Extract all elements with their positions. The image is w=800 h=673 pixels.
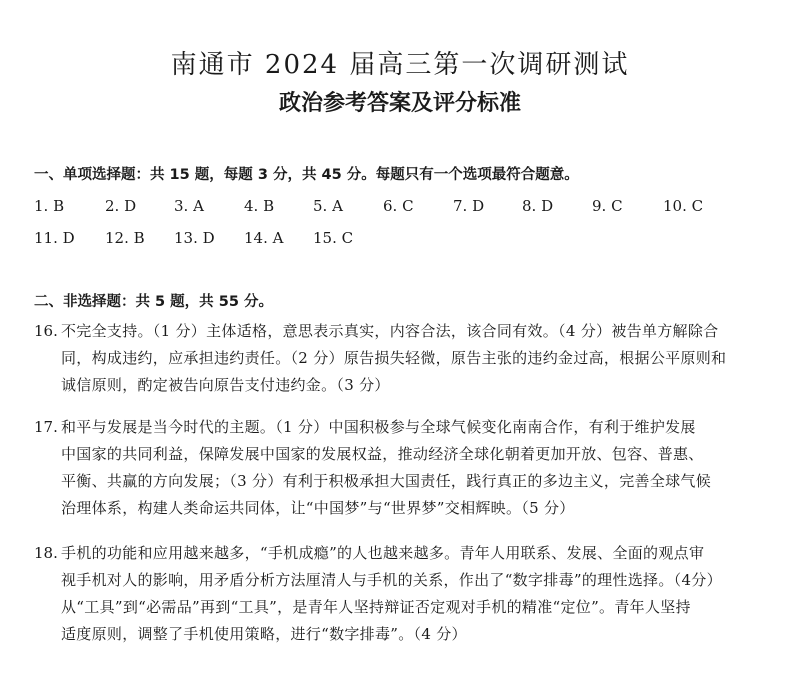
answer-item: 12. B	[105, 229, 145, 247]
answer-item: 3. A	[174, 197, 204, 215]
answer-item: 10. C	[663, 197, 704, 215]
section2-heading: 二、非选择题：共 5 题，共 55 分。	[34, 294, 273, 310]
answer-line: 中国家的共同利益，保障发展中国家的发展权益，推动经济全球化朝着更加开放、包容、普惠、	[61, 445, 704, 463]
question-number: 17.	[34, 418, 58, 436]
answer-item: 14. A	[244, 229, 284, 247]
answer-line: 治理体系，构建人类命运共同体，让“中国梦”与“世界梦”交相辉映。（5 分）	[61, 499, 575, 517]
section1-heading: 一、单项选择题：共 15 题，每题 3 分，共 45 分。每题只有一个选项最符合题意。	[34, 167, 579, 183]
answer-item: 13. D	[174, 229, 215, 247]
answer-line: 诚信原则，酌定被告向原告支付违约金。（3 分）	[61, 376, 390, 394]
answer-line: 从“工具”到“必需品”再到“工具”，是青年人坚持辩证否定观对手机的精准“定位”。青年人坚持	[61, 598, 691, 616]
answer-item: 6. C	[383, 197, 414, 215]
answer-item: 8. D	[522, 197, 554, 215]
answer-item: 5. A	[313, 197, 343, 215]
answer-item: 7. D	[453, 197, 485, 215]
answer-item: 2. D	[105, 197, 137, 215]
question-number: 16.	[34, 322, 58, 340]
answer-line: 视手机对人的影响，用矛盾分析方法厘清人与手机的关系，作出了“数字排毒”的理性选择。（4分）	[61, 571, 722, 589]
answer-line: 适度原则，调整了手机使用策略，进行“数字排毒”。（4 分）	[61, 625, 467, 643]
answer-line: 平衡、共赢的方向发展；（3 分）有利于积极承担大国责任，践行真正的多边主义，完善全球气候	[61, 472, 712, 490]
question-number: 18.	[34, 544, 58, 562]
question-16-answer	[34, 318, 769, 399]
answer-item: 11. D	[34, 229, 75, 247]
answer-line: 和平与发展是当今时代的主题。（1 分）中国积极参与全球气候变化南南合作，有利于维护发展	[61, 418, 696, 436]
exam-title: 南通市 2024 届高三第一次调研测试	[170, 50, 630, 80]
exam-subtitle: 政治参考答案及评分标准	[278, 91, 521, 116]
answer-item: 9. C	[592, 197, 623, 215]
answer-line: 不完全支持。（1 分）主体适格，意思表示真实，内容合法，该合同有效。（4 分）被告单方解除合	[61, 322, 719, 340]
question-18-answer	[34, 540, 769, 648]
answer-line: 手机的功能和应用越来越多，“手机成瘾”的人也越来越多。青年人用联系、发展、全面的观点审	[61, 544, 705, 562]
answer-item: 4. B	[244, 197, 275, 215]
question-17-answer	[34, 414, 769, 522]
answer-item: 15. C	[313, 229, 354, 247]
answer-line: 同，构成违约，应承担违约责任。（2 分）原告损失轻微，原告主张的违约金过高，根据公平原则和	[61, 349, 727, 367]
answer-item: 1. B	[34, 197, 65, 215]
